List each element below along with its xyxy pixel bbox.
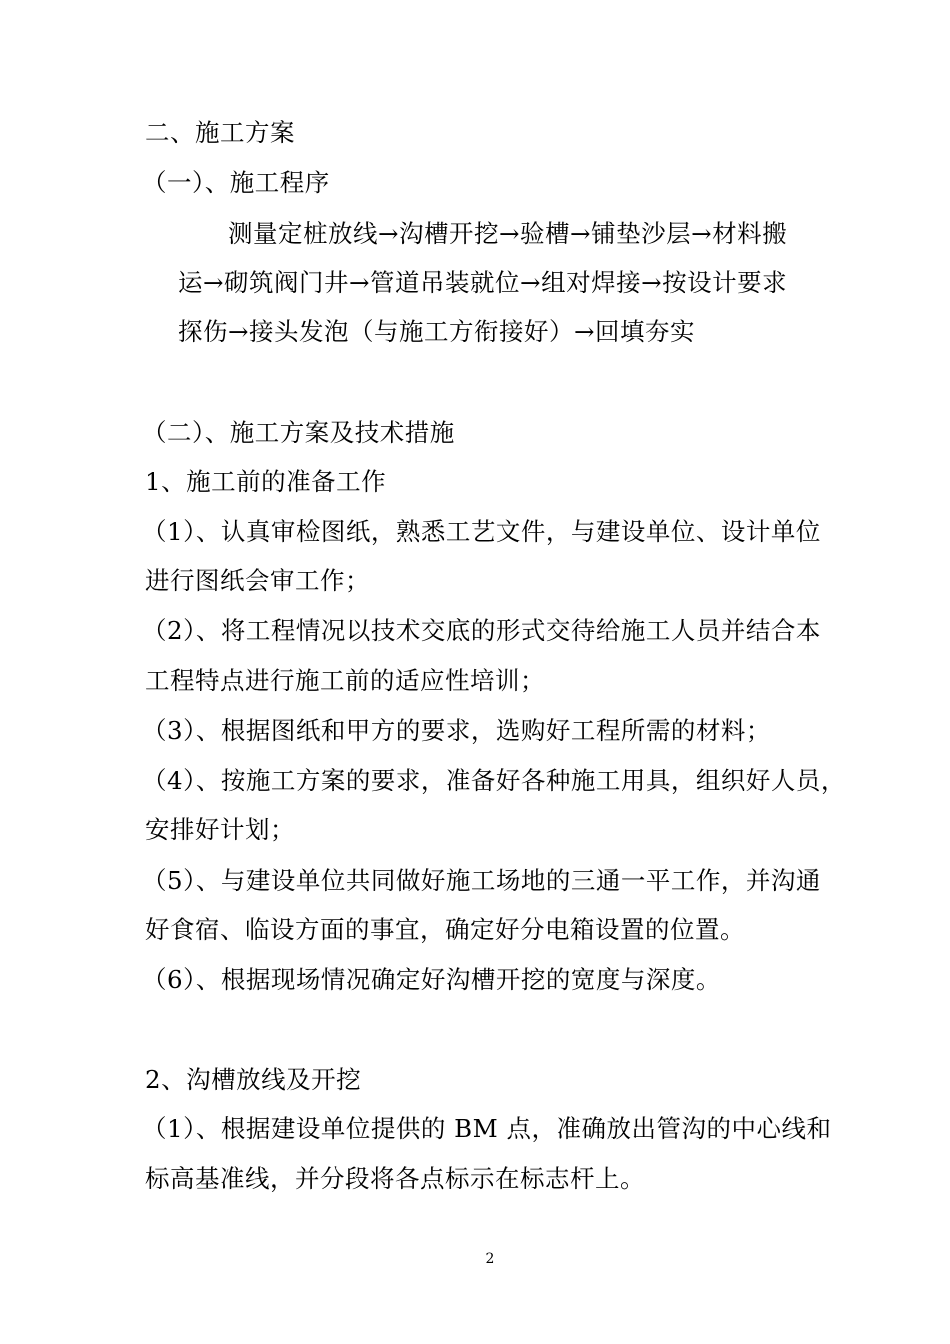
prep-heading: 1、施工前的准备工作 (145, 467, 387, 496)
prep-line-1: （1）、认真审检图纸，熟悉工艺文件，与建设单位、设计单位 (142, 517, 821, 546)
prep-line-10: （6）、根据现场情况确定好沟槽开挖的宽度与深度。 (142, 965, 721, 994)
prep-line-2: 进行图纸会审工作； (145, 566, 370, 595)
procedure-flow-line-1: 测量定桩放线→沟槽开挖→验槽→铺垫沙层→材料搬 (228, 219, 788, 248)
prep-line-5: （3）、根据图纸和甲方的要求，选购好工程所需的材料； (142, 716, 771, 745)
prep-line-7: 安排好计划； (145, 815, 295, 844)
trench-line-2: 标高基准线，并分段将各点标示在标志杆上。 (145, 1164, 645, 1193)
prep-line-8: （5）、与建设单位共同做好施工场地的三通一平工作，并沟通 (142, 866, 821, 895)
prep-line-4: 工程特点进行施工前的适应性培训； (145, 666, 545, 695)
procedure-heading: （一）、施工程序 (142, 168, 330, 197)
prep-line-9: 好食宿、临设方面的事宜，确定好分电箱设置的位置。 (145, 915, 745, 944)
trench-heading: 2、沟槽放线及开挖 (145, 1065, 362, 1094)
procedure-flow-line-3: 探伤→接头发泡（与施工方衔接好）→回填夯实 (178, 317, 696, 346)
prep-line-6: （4）、按施工方案的要求，准备好各种施工用具，组织好人员， (142, 766, 846, 795)
page-number: 2 (485, 1251, 495, 1267)
procedure-flow-line-2: 运→砌筑阀门井→管道吊装就位→组对焊接→按设计要求 (178, 268, 788, 297)
trench-line-1: （1）、根据建设单位提供的 BM 点，准确放出管沟的中心线和 (142, 1114, 832, 1143)
prep-line-3: （2）、将工程情况以技术交底的形式交待给施工人员并结合本 (142, 616, 821, 645)
section-title: 二、施工方案 (145, 118, 295, 147)
measures-heading: （二）、施工方案及技术措施 (142, 418, 455, 447)
